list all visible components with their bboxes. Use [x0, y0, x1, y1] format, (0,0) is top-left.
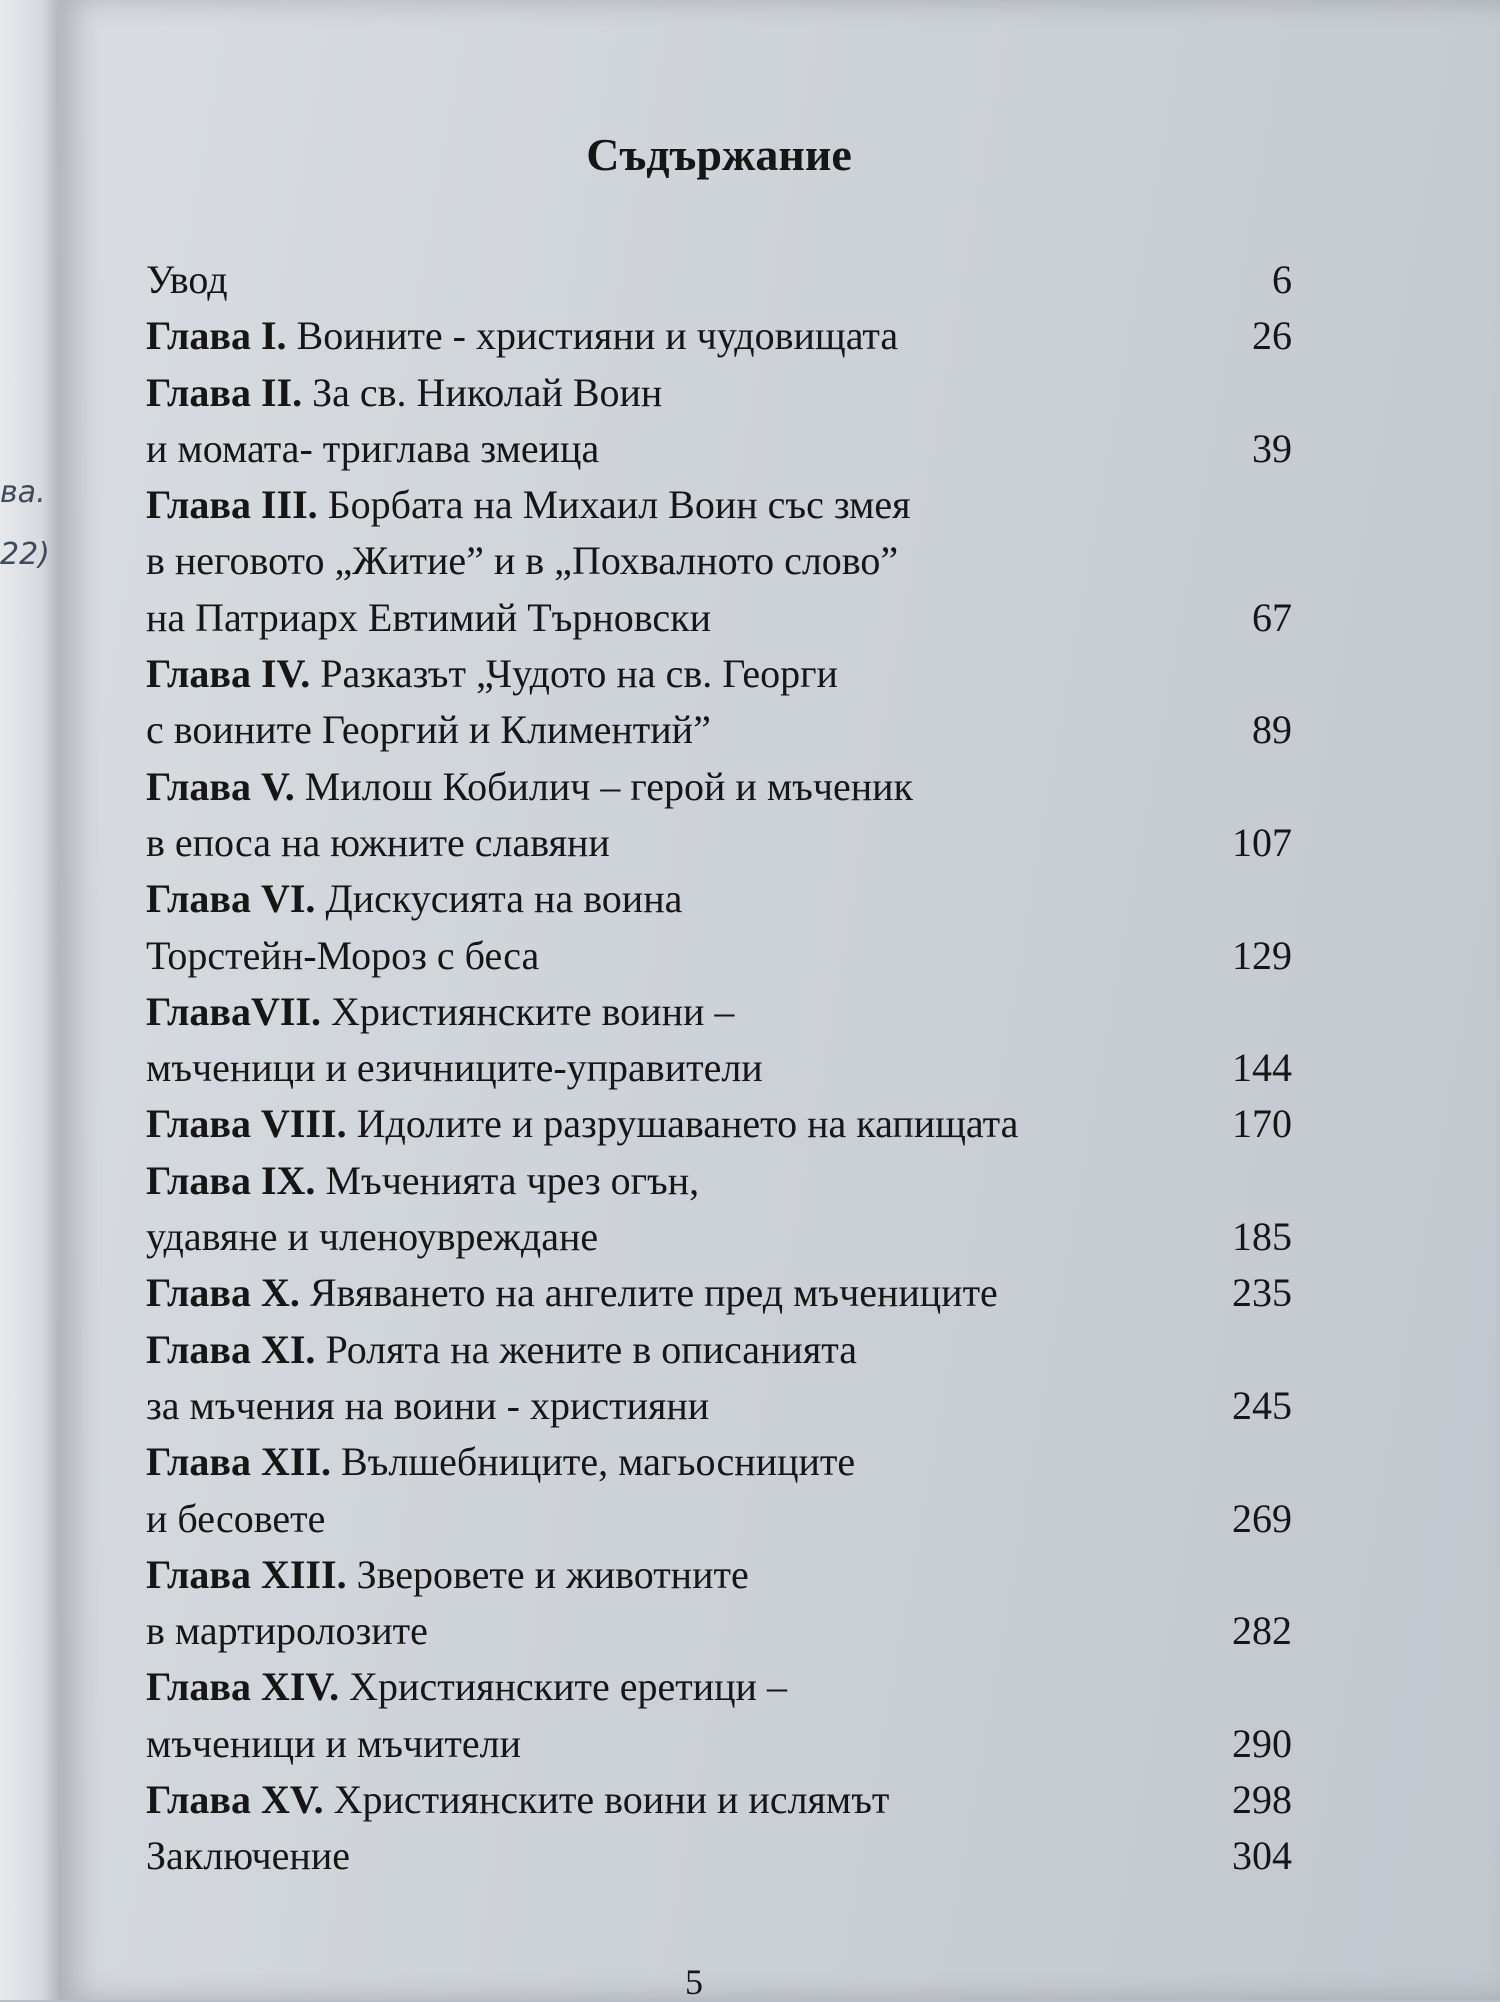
toc-entry-line: [146, 1659, 1292, 1715]
toc-entry-line: [146, 590, 1292, 646]
entry-title-text: Ролята на жените в описанията: [325, 1326, 857, 1372]
entry-page-number: 39: [1252, 425, 1292, 471]
entry-page-number: 185: [1232, 1214, 1292, 1260]
entry-title-text: Вълшебниците, магьосниците: [341, 1439, 856, 1485]
toc-entry: [146, 646, 1292, 759]
entry-title-text: Разказът „Чудото на св. Георги: [320, 651, 838, 697]
entry-page-number: 6: [1272, 257, 1292, 302]
toc-entry-line: [146, 759, 1292, 815]
toc-entry: [146, 1547, 1292, 1660]
book-page: [58, 0, 1500, 2000]
entry-title-text: в неговото „Житие” и в „Похвалното слово”: [146, 538, 899, 584]
toc-entry-line: [146, 1491, 1292, 1547]
toc-entry-line: [146, 533, 1292, 589]
toc-entry-line: [146, 1378, 1292, 1434]
toc-entry-line: [146, 252, 1292, 308]
page-title: Съдържание: [586, 129, 852, 180]
margin-note-1: ва.: [0, 475, 46, 510]
chapter-label: Глава XI.: [146, 1326, 316, 1372]
toc-entry-line: [146, 1434, 1292, 1490]
entry-page-number: 26: [1252, 313, 1292, 359]
entry-title-text: Милош Кобилич – герой и мъченик: [304, 763, 913, 809]
chapter-label: Глава XV.: [146, 1777, 324, 1823]
toc-entry: [146, 1434, 1292, 1547]
entry-title-text: мъченици и езичниците-управители: [146, 1045, 763, 1091]
chapter-label: Глава III.: [146, 482, 318, 528]
entry-page-number: 235: [1232, 1270, 1292, 1316]
entry-title-text: Заключение: [146, 1833, 350, 1879]
chapter-label: Глава VIII.: [146, 1101, 347, 1147]
chapter-label: Глава X.: [146, 1270, 300, 1316]
toc-entry: [146, 1772, 1292, 1828]
entry-title-text: в епоса на южните славяни: [146, 819, 610, 865]
toc-entry: [146, 1265, 1292, 1321]
entry-page-number: 67: [1252, 594, 1292, 640]
toc-entry: [146, 984, 1292, 1097]
entry-title-text: Борбата на Михаил Воин със змея: [327, 482, 911, 528]
chapter-label: Глава II.: [146, 369, 303, 415]
entry-page-number: 304: [1232, 1833, 1292, 1879]
entry-page-number: 269: [1232, 1495, 1292, 1541]
toc-entry-line: [146, 1716, 1292, 1772]
toc-entry: [146, 365, 1292, 478]
toc-entry: [146, 252, 1292, 308]
entry-page-number: 170: [1232, 1101, 1292, 1147]
toc-entry-line: [146, 1096, 1292, 1152]
entry-page-number: 298: [1232, 1777, 1292, 1823]
toc-entry-line: [146, 984, 1292, 1040]
entry-title-text: на Патриарх Евтимий Търновски: [146, 594, 711, 640]
toc-entry-line: [146, 1153, 1292, 1209]
margin-note-2: 22): [0, 537, 50, 572]
entry-page-number: 107: [1232, 819, 1292, 865]
toc-entry-line: [146, 815, 1292, 871]
toc-entry-line: [146, 1322, 1292, 1378]
chapter-label: Глава XIII.: [146, 1551, 347, 1597]
entry-title-text: Дискусията на воина: [325, 876, 683, 922]
entry-page-number: 282: [1232, 1608, 1292, 1654]
toc-entry-line: [146, 477, 1292, 533]
entry-page-number: 290: [1232, 1720, 1292, 1766]
entry-title-text: и бесовете: [146, 1495, 326, 1541]
toc-entry: [146, 759, 1292, 872]
toc-entry-line: [146, 871, 1292, 927]
toc-entry: [146, 871, 1292, 984]
entry-title-text: Християнските еретици –: [349, 1664, 787, 1710]
toc-entry: [146, 1096, 1292, 1152]
entry-title-text: Идолите и разрушаването на капищата: [356, 1101, 1019, 1147]
toc-entry-line: [146, 1603, 1292, 1659]
toc-entry: [146, 477, 1292, 646]
toc-entry-line: [146, 308, 1292, 364]
toc-entry: [146, 308, 1292, 364]
table-of-contents: [146, 252, 1292, 1885]
entry-title-text: Увод: [146, 257, 228, 302]
chapter-label: Глава VI.: [146, 876, 316, 922]
toc-entry-line: [146, 1040, 1292, 1096]
toc-entry: [146, 1828, 1292, 1884]
entry-page-number: 89: [1252, 707, 1292, 753]
chapter-label: Глава XIV.: [146, 1664, 340, 1710]
entry-title-text: Явяването на ангелите пред мъчениците: [309, 1270, 998, 1316]
entry-title-text: Торстейн-Мороз с беса: [146, 932, 540, 978]
toc-entry: [146, 1659, 1292, 1772]
toc-entry-line: [146, 1265, 1292, 1321]
entry-title-text: Зверовете и животните: [356, 1551, 749, 1597]
entry-title-text: и момата- триглава змеица: [146, 425, 600, 471]
entry-title-text: Воините - християни и чудовищата: [296, 313, 899, 359]
toc-entry-line: [146, 702, 1292, 758]
chapter-label: Глава I.: [146, 313, 287, 359]
entry-title-text: за мъчения на воини - християни: [146, 1382, 710, 1428]
toc-entry: [146, 1153, 1292, 1266]
entry-page-number: 245: [1232, 1382, 1292, 1428]
page-number: 5: [685, 1962, 703, 2002]
entry-page-number: 144: [1232, 1045, 1292, 1091]
toc-entry-line: [146, 1209, 1292, 1265]
toc-entry-line: [146, 1547, 1292, 1603]
facing-page-edge: [0, 0, 58, 2000]
entry-title-text: с воините Георгий и Климентий”: [146, 707, 711, 753]
toc-entry-line: [146, 1828, 1292, 1884]
entry-title-text: Християнските воини –: [331, 988, 735, 1034]
toc-entry-line: [146, 646, 1292, 702]
entry-title-text: Мъченията чрез огън,: [325, 1157, 700, 1203]
chapter-label: Глава V.: [146, 763, 295, 809]
toc-entry-line: [146, 365, 1292, 421]
toc-entry-line: [146, 421, 1292, 477]
entry-title-text: удавяне и членоувреждане: [146, 1214, 599, 1260]
chapter-label: Глава IX.: [146, 1157, 316, 1203]
entry-title-text: мъченици и мъчители: [146, 1720, 522, 1766]
chapter-label: Глава IV.: [146, 651, 311, 697]
toc-entry-line: [146, 928, 1292, 984]
entry-title-text: в мартиролозите: [146, 1608, 428, 1654]
entry-page-number: 129: [1232, 932, 1292, 978]
toc-entry-line: [146, 1772, 1292, 1828]
toc-entry: [146, 1322, 1292, 1435]
entry-title-text: За св. Николай Воин: [312, 369, 663, 415]
chapter-label: ГлаваVII.: [146, 988, 321, 1034]
chapter-label: Глава XII.: [146, 1439, 331, 1485]
entry-title-text: Християнските воини и ислямът: [333, 1777, 890, 1823]
